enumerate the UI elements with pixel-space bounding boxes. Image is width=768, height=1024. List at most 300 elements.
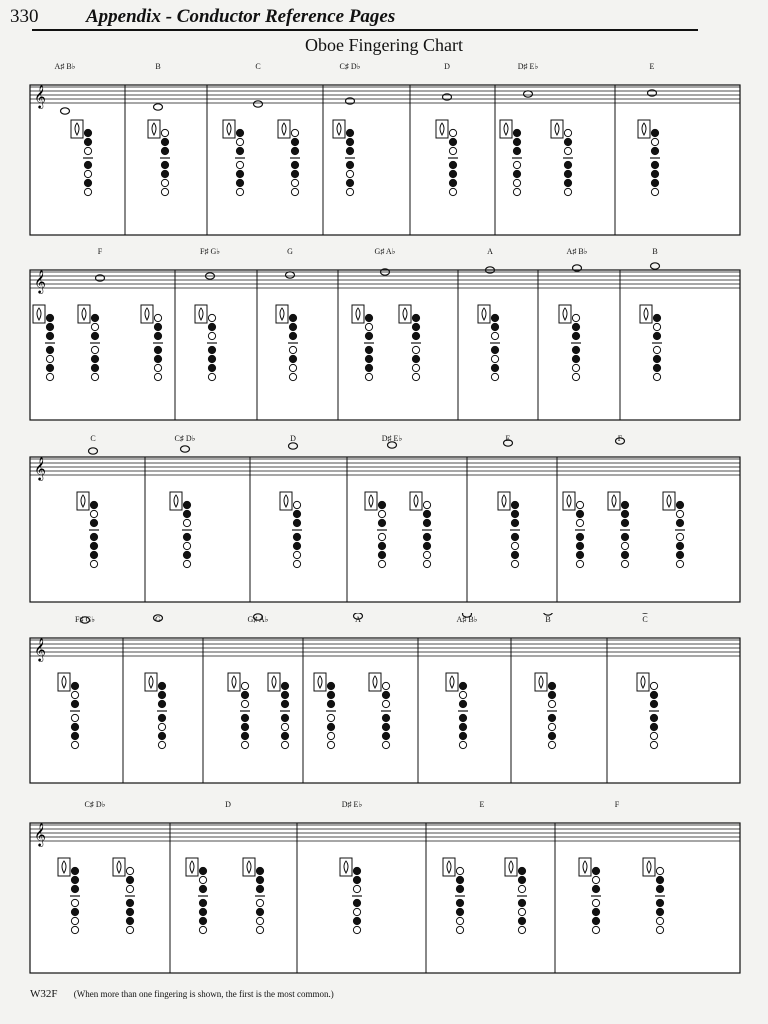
tone-hole-15 xyxy=(161,138,168,145)
tone-hole-443 xyxy=(656,899,663,906)
tone-hole-116 xyxy=(154,373,161,380)
tone-hole-229 xyxy=(423,510,430,517)
note-name-label: F♯ G♭ xyxy=(200,247,220,256)
tone-hole-199 xyxy=(183,501,190,508)
note-head-176 xyxy=(651,263,660,269)
fingering-row-graphic xyxy=(0,60,768,240)
page-header xyxy=(0,0,768,30)
tone-hole-231 xyxy=(423,533,430,540)
tone-hole-189 xyxy=(90,501,97,508)
tone-hole-53 xyxy=(449,129,456,136)
tone-hole-408 xyxy=(353,926,360,933)
tone-hole-311 xyxy=(281,741,288,748)
tone-hole-346 xyxy=(548,700,555,707)
tone-hole-92 xyxy=(46,314,53,321)
tone-hole-266 xyxy=(676,501,683,508)
tone-hole-151 xyxy=(412,332,419,339)
tone-hole-338 xyxy=(459,723,466,730)
tone-hole-278 xyxy=(71,700,78,707)
tone-hole-334 xyxy=(459,682,466,689)
tone-hole-154 xyxy=(412,364,419,371)
tone-hole-136 xyxy=(289,373,296,380)
tone-hole-38 xyxy=(291,179,298,186)
tone-hole-132 xyxy=(289,332,296,339)
tone-hole-215 xyxy=(293,560,300,567)
tone-hole-170 xyxy=(572,323,579,330)
tone-hole-39 xyxy=(291,188,298,195)
tone-hole-14 xyxy=(161,129,168,136)
tone-hole-357 xyxy=(650,714,657,721)
tone-hole-392 xyxy=(256,867,263,874)
note-name-label: E xyxy=(505,434,511,443)
fingering-row-graphic xyxy=(0,613,768,788)
tone-hole-130 xyxy=(289,314,296,321)
tone-hole-232 xyxy=(423,542,430,549)
tone-hole-87 xyxy=(651,179,658,186)
tone-hole-103 xyxy=(91,332,98,339)
tone-hole-405 xyxy=(353,899,360,906)
tone-hole-165 xyxy=(491,373,498,380)
tone-hole-424 xyxy=(518,899,525,906)
tone-hole-337 xyxy=(459,714,466,721)
tone-hole-310 xyxy=(281,732,288,739)
tone-hole-37 xyxy=(291,170,298,177)
tone-hole-9 xyxy=(84,179,91,186)
tone-hole-220 xyxy=(378,510,385,517)
tone-hole-159 xyxy=(491,314,498,321)
tone-hole-301 xyxy=(241,732,248,739)
tone-hole-368 xyxy=(71,908,78,915)
tone-hole-427 xyxy=(518,926,525,933)
running-title: Appendix - Conductor Reference Pages xyxy=(86,6,396,27)
tone-hole-263 xyxy=(621,560,628,567)
tone-hole-398 xyxy=(256,926,263,933)
tone-hole-350 xyxy=(548,741,555,748)
tone-hole-84 xyxy=(651,147,658,154)
tone-hole-349 xyxy=(548,732,555,739)
note-name-label: C♯ D♭ xyxy=(84,800,106,809)
tone-hole-125 xyxy=(208,364,215,371)
tone-hole-329 xyxy=(382,732,389,739)
tone-hole-445 xyxy=(656,917,663,924)
tone-hole-289 xyxy=(158,714,165,721)
tone-hole-354 xyxy=(650,682,657,689)
tone-hole-85 xyxy=(651,161,658,168)
tone-hole-184 xyxy=(653,364,660,371)
note-name-label: E xyxy=(479,800,485,809)
tone-hole-418 xyxy=(456,926,463,933)
tone-hole-276 xyxy=(71,682,78,689)
tone-hole-174 xyxy=(572,364,579,371)
tone-hole-172 xyxy=(572,346,579,353)
tone-hole-321 xyxy=(327,741,334,748)
tone-hole-25 xyxy=(236,138,243,145)
tone-hole-412 xyxy=(456,867,463,874)
tone-hole-434 xyxy=(592,899,599,906)
tone-hole-191 xyxy=(90,519,97,526)
tone-hole-364 xyxy=(71,867,78,874)
tone-hole-224 xyxy=(378,551,385,558)
tone-hole-59 xyxy=(449,188,456,195)
tone-hole-150 xyxy=(412,323,419,330)
tone-hole-397 xyxy=(256,917,263,924)
tone-hole-72 xyxy=(564,129,571,136)
tone-hole-142 xyxy=(365,332,372,339)
tone-hole-67 xyxy=(513,170,520,177)
tone-hole-111 xyxy=(154,323,161,330)
note-name-label: D xyxy=(290,434,296,443)
tone-hole-370 xyxy=(71,926,78,933)
tone-hole-145 xyxy=(365,364,372,371)
tone-hole-240 xyxy=(511,519,518,526)
tone-hole-300 xyxy=(241,723,248,730)
note-name-label: C xyxy=(90,434,96,443)
tone-hole-267 xyxy=(676,510,683,517)
treble-clef-icon: 𝄞 xyxy=(34,269,46,293)
tone-hole-76 xyxy=(564,170,571,177)
note-name-label: A♯ B♭ xyxy=(54,62,76,71)
tone-hole-260 xyxy=(621,533,628,540)
tone-hole-131 xyxy=(289,323,296,330)
tone-hole-315 xyxy=(327,682,334,689)
note-name-label: A♯ B♭ xyxy=(456,615,478,624)
tone-hole-83 xyxy=(651,138,658,145)
note-name-label: D♯ E♭ xyxy=(341,800,363,809)
tone-hole-298 xyxy=(241,700,248,707)
tone-hole-309 xyxy=(281,723,288,730)
tone-hole-221 xyxy=(378,519,385,526)
tone-hole-257 xyxy=(621,501,628,508)
tone-hole-262 xyxy=(621,551,628,558)
tone-hole-115 xyxy=(154,364,161,371)
tone-hole-421 xyxy=(518,867,525,874)
tone-hole-384 xyxy=(199,876,206,883)
tone-hole-446 xyxy=(656,926,663,933)
fingering-row-5 xyxy=(0,798,768,978)
tone-hole-325 xyxy=(382,691,389,698)
tone-hole-113 xyxy=(154,346,161,353)
tone-hole-415 xyxy=(456,899,463,906)
tone-hole-19 xyxy=(161,179,168,186)
tone-hole-330 xyxy=(382,741,389,748)
tone-hole-271 xyxy=(676,551,683,558)
tone-hole-104 xyxy=(91,346,98,353)
note-name-label: F xyxy=(97,247,103,256)
tone-hole-440 xyxy=(656,867,663,874)
tone-hole-306 xyxy=(281,691,288,698)
tone-hole-441 xyxy=(656,876,663,883)
tone-hole-95 xyxy=(46,346,53,353)
tone-hole-422 xyxy=(518,876,525,883)
tone-hole-58 xyxy=(449,179,456,186)
tone-hole-110 xyxy=(154,314,161,321)
tone-hole-69 xyxy=(513,188,520,195)
tone-hole-107 xyxy=(91,373,98,380)
tone-hole-24 xyxy=(236,129,243,136)
tone-hole-414 xyxy=(456,885,463,892)
tone-hole-47 xyxy=(346,170,353,177)
tone-hole-20 xyxy=(161,188,168,195)
treble-clef-icon: 𝄞 xyxy=(34,84,46,108)
tone-hole-65 xyxy=(513,147,520,154)
tone-hole-279 xyxy=(71,714,78,721)
tone-hole-46 xyxy=(346,161,353,168)
tone-hole-5 xyxy=(84,138,91,145)
tone-hole-423 xyxy=(518,885,525,892)
tone-hole-155 xyxy=(412,373,419,380)
tone-hole-270 xyxy=(676,542,683,549)
treble-clef-icon: 𝄞 xyxy=(34,822,46,846)
tone-hole-388 xyxy=(199,917,206,924)
tone-hole-234 xyxy=(423,560,430,567)
tone-hole-244 xyxy=(511,560,518,567)
tone-hole-96 xyxy=(46,355,53,362)
tone-hole-181 xyxy=(653,332,660,339)
tone-hole-258 xyxy=(621,510,628,517)
note-name-label: D xyxy=(225,800,231,809)
tone-hole-365 xyxy=(71,876,78,883)
tone-hole-406 xyxy=(353,908,360,915)
fingering-row-graphic xyxy=(0,432,768,607)
tone-hole-339 xyxy=(459,732,466,739)
tone-hole-377 xyxy=(126,908,133,915)
tone-hole-33 xyxy=(291,129,298,136)
tone-hole-442 xyxy=(656,885,663,892)
treble-clef-icon: 𝄞 xyxy=(34,637,46,661)
tone-hole-281 xyxy=(71,732,78,739)
tone-hole-105 xyxy=(91,355,98,362)
tone-hole-233 xyxy=(423,551,430,558)
tone-hole-101 xyxy=(91,314,98,321)
tone-hole-54 xyxy=(449,138,456,145)
tone-hole-212 xyxy=(293,533,300,540)
tone-hole-122 xyxy=(208,332,215,339)
tone-hole-66 xyxy=(513,161,520,168)
tone-hole-360 xyxy=(650,741,657,748)
tone-hole-261 xyxy=(621,542,628,549)
tone-hole-126 xyxy=(208,373,215,380)
tone-hole-193 xyxy=(90,542,97,549)
tone-hole-308 xyxy=(281,714,288,721)
tone-hole-93 xyxy=(46,323,53,330)
note-name-label: G xyxy=(287,247,293,256)
tone-hole-34 xyxy=(291,138,298,145)
row-frame xyxy=(30,823,740,973)
tone-hole-77 xyxy=(564,179,571,186)
row-frame xyxy=(30,85,740,235)
tone-hole-359 xyxy=(650,732,657,739)
tone-hole-268 xyxy=(676,519,683,526)
note-name-label: B xyxy=(155,62,161,71)
tone-hole-272 xyxy=(676,560,683,567)
tone-hole-160 xyxy=(491,323,498,330)
note-name-label: C xyxy=(642,615,648,624)
tone-hole-259 xyxy=(621,519,628,526)
tone-hole-249 xyxy=(576,510,583,517)
note-name-label: D♯ E♭ xyxy=(381,434,403,443)
tone-hole-203 xyxy=(183,542,190,549)
chart-title: Oboe Fingering Chart xyxy=(305,35,463,55)
note-name-label: C♯ D♭ xyxy=(339,62,361,71)
tone-hole-153 xyxy=(412,355,419,362)
tone-hole-56 xyxy=(449,161,456,168)
tone-hole-348 xyxy=(548,723,555,730)
tone-hole-358 xyxy=(650,723,657,730)
tone-hole-164 xyxy=(491,364,498,371)
tone-hole-444 xyxy=(656,908,663,915)
tone-hole-10 xyxy=(84,188,91,195)
tone-hole-297 xyxy=(241,691,248,698)
note-name-label: A xyxy=(355,615,361,624)
note-name-label: E xyxy=(649,62,655,71)
tone-hole-223 xyxy=(378,542,385,549)
header-rule xyxy=(32,29,698,31)
tone-hole-27 xyxy=(236,161,243,168)
tone-hole-213 xyxy=(293,542,300,549)
tone-hole-73 xyxy=(564,138,571,145)
note-name-label: A xyxy=(487,247,493,256)
tone-hole-195 xyxy=(90,560,97,567)
tone-hole-253 xyxy=(576,551,583,558)
tone-hole-149 xyxy=(412,314,419,321)
tone-hole-209 xyxy=(293,501,300,508)
tone-hole-36 xyxy=(291,161,298,168)
tone-hole-432 xyxy=(592,876,599,883)
tone-hole-287 xyxy=(158,691,165,698)
tone-hole-82 xyxy=(651,129,658,136)
tone-hole-106 xyxy=(91,364,98,371)
tone-hole-135 xyxy=(289,364,296,371)
tone-hole-29 xyxy=(236,179,243,186)
tone-hole-376 xyxy=(126,899,133,906)
tone-hole-269 xyxy=(676,533,683,540)
tone-hole-437 xyxy=(592,926,599,933)
tone-hole-114 xyxy=(154,355,161,362)
tone-hole-431 xyxy=(592,867,599,874)
tone-hole-290 xyxy=(158,723,165,730)
tone-hole-179 xyxy=(653,314,660,321)
note-head-206 xyxy=(289,443,298,449)
tone-hole-324 xyxy=(382,682,389,689)
tone-hole-366 xyxy=(71,885,78,892)
tone-hole-282 xyxy=(71,741,78,748)
tone-hole-327 xyxy=(382,714,389,721)
tone-hole-183 xyxy=(653,355,660,362)
tone-hole-204 xyxy=(183,551,190,558)
tone-hole-305 xyxy=(281,682,288,689)
tone-hole-222 xyxy=(378,533,385,540)
tone-hole-86 xyxy=(651,170,658,177)
tone-hole-238 xyxy=(511,501,518,508)
tone-hole-402 xyxy=(353,867,360,874)
tone-hole-49 xyxy=(346,188,353,195)
tone-hole-214 xyxy=(293,551,300,558)
tone-hole-78 xyxy=(564,188,571,195)
tone-hole-74 xyxy=(564,147,571,154)
tone-hole-374 xyxy=(126,876,133,883)
tone-hole-175 xyxy=(572,373,579,380)
tone-hole-316 xyxy=(327,691,334,698)
footer xyxy=(30,988,334,1000)
note-name-label: F♯ G♭ xyxy=(75,615,95,624)
tone-hole-296 xyxy=(241,682,248,689)
tone-hole-225 xyxy=(378,560,385,567)
tone-hole-97 xyxy=(46,364,53,371)
tone-hole-395 xyxy=(256,899,263,906)
tone-hole-317 xyxy=(327,700,334,707)
tone-hole-219 xyxy=(378,501,385,508)
tone-hole-383 xyxy=(199,867,206,874)
tone-hole-88 xyxy=(651,188,658,195)
tone-hole-28 xyxy=(236,170,243,177)
tone-hole-248 xyxy=(576,501,583,508)
tone-hole-8 xyxy=(84,170,91,177)
tone-hole-120 xyxy=(208,314,215,321)
tone-hole-242 xyxy=(511,542,518,549)
tone-hole-171 xyxy=(572,332,579,339)
tone-hole-385 xyxy=(199,885,206,892)
tone-hole-185 xyxy=(653,373,660,380)
tone-hole-404 xyxy=(353,885,360,892)
tone-hole-435 xyxy=(592,908,599,915)
tone-hole-141 xyxy=(365,323,372,330)
tone-hole-134 xyxy=(289,355,296,362)
tone-hole-124 xyxy=(208,355,215,362)
tone-hole-121 xyxy=(208,323,215,330)
fingering-row-4 xyxy=(0,613,768,788)
tone-hole-403 xyxy=(353,876,360,883)
tone-hole-161 xyxy=(491,332,498,339)
tone-hole-30 xyxy=(236,188,243,195)
tone-hole-26 xyxy=(236,147,243,154)
tone-hole-194 xyxy=(90,551,97,558)
footer-note: (When more than one fingering is shown, the first is the most common.) xyxy=(73,989,334,999)
tone-hole-335 xyxy=(459,691,466,698)
tone-hole-355 xyxy=(650,691,657,698)
fingering-row-3 xyxy=(0,432,768,607)
tone-hole-367 xyxy=(71,899,78,906)
tone-hole-307 xyxy=(281,700,288,707)
note-name-label: D xyxy=(444,62,450,71)
tone-hole-288 xyxy=(158,700,165,707)
tone-hole-133 xyxy=(289,346,296,353)
tone-hole-320 xyxy=(327,732,334,739)
note-name-label: F xyxy=(614,800,620,809)
tone-hole-413 xyxy=(456,876,463,883)
tone-hole-345 xyxy=(548,691,555,698)
note-name-label: F xyxy=(617,434,623,443)
tone-hole-243 xyxy=(511,551,518,558)
tone-hole-319 xyxy=(327,723,334,730)
tone-hole-241 xyxy=(511,533,518,540)
note-name-label: C xyxy=(255,62,261,71)
tone-hole-112 xyxy=(154,332,161,339)
tone-hole-326 xyxy=(382,700,389,707)
tone-hole-63 xyxy=(513,129,520,136)
tone-hole-389 xyxy=(199,926,206,933)
tone-hole-375 xyxy=(126,885,133,892)
tone-hole-18 xyxy=(161,170,168,177)
row-frame xyxy=(30,270,740,420)
tone-hole-340 xyxy=(459,741,466,748)
note-name-label: G♯ A♭ xyxy=(374,247,396,256)
tone-hole-140 xyxy=(365,314,372,321)
tone-hole-6 xyxy=(84,147,91,154)
tone-hole-416 xyxy=(456,908,463,915)
tone-hole-180 xyxy=(653,323,660,330)
tone-hole-75 xyxy=(564,161,571,168)
tone-hole-387 xyxy=(199,908,206,915)
